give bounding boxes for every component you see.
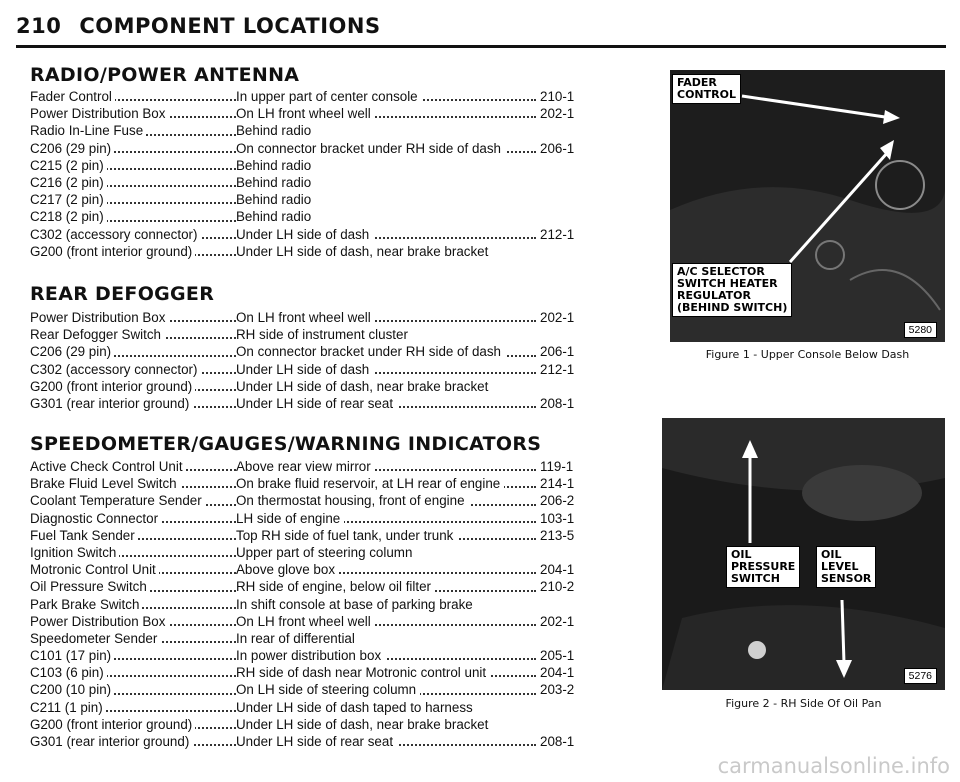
component-name: G200 (front interior ground) [30,244,195,259]
component-location: Behind radio [236,209,315,224]
component-location: Behind radio [236,192,315,207]
table-row [30,243,610,260]
component-name: Brake Fluid Level Switch [30,476,180,491]
table-row [30,458,610,475]
table-row [30,378,610,395]
table-row [30,326,610,343]
table-row [30,140,610,157]
component-name: Speedometer Sender [30,631,160,646]
section-title: SPEEDOMETER/GAUGES/WARNING INDICATORS [30,433,542,455]
figure-reference: 205-1 [540,648,575,664]
figure-2-caption: Figure 2 - RH Side Of Oil Pan [725,697,882,710]
component-name: C200 (10 pin) [30,682,114,697]
table-row [30,475,610,492]
section-rows [30,88,610,260]
component-name: C302 (accessory connector) [30,362,200,377]
figure-number: 5280 [904,322,937,338]
component-location: On connector bracket under RH side of dash [236,344,505,359]
component-name: C216 (2 pin) [30,175,107,190]
component-location: Under LH side of dash [236,362,373,377]
ac-selector-label: A/C SELECTOR SWITCH HEATER REGULATOR (BEHIND SWITCH) [672,263,792,317]
section-rear-defogger [30,283,610,412]
figure-reference: 214-1 [540,476,575,492]
table-row [30,105,610,122]
component-location: Top RH side of fuel tank, under trunk [236,528,457,543]
figure-reference: 202-1 [540,310,575,325]
component-location: RH side of dash near Motronic control unit [236,665,490,680]
table-row [30,699,610,716]
table-row [30,122,610,139]
figure-reference: 208-1 [540,395,575,411]
component-location: Under LH side of rear seat [236,734,397,749]
figure-reference: 202-1 [540,613,575,629]
figure-reference: 213-5 [540,527,575,543]
section-speedometer-gauges-warning [30,433,610,750]
table-row [30,208,610,225]
component-name: C218 (2 pin) [30,209,107,224]
figure-reference: 103-1 [540,510,575,526]
component-name: C103 (6 pin) [30,665,107,680]
component-location: Above glove box [236,562,339,577]
component-location: On brake fluid reservoir, at LH rear of engine [236,476,504,491]
component-name: G200 (front interior ground) [30,379,195,394]
component-name: Radio In-Line Fuse [30,123,146,138]
table-row [30,733,610,750]
component-location: RH side of instrument cluster [236,327,412,342]
oil-pressure-switch-label: OIL PRESSURE SWITCH [726,546,800,588]
figure-reference: 204-1 [540,562,575,578]
component-name: C215 (2 pin) [30,158,107,173]
component-location: Upper part of steering column [236,545,416,560]
table-row [30,157,610,174]
table-row [30,630,610,647]
component-location: In upper part of center console [236,89,422,104]
component-name: Oil Pressure Switch [30,579,150,594]
figure-reference: 210-2 [540,579,575,595]
section-title: REAR DEFOGGER [30,283,215,305]
page-number: 210 [16,14,62,38]
component-location: Above rear view mirror [236,459,375,474]
component-location: Under LH side of rear seat [236,396,397,411]
figure-2-photo [662,418,945,690]
component-location: LH side of engine [236,511,344,526]
figure-reference: 210-1 [540,89,575,104]
table-row [30,361,610,378]
component-name: C217 (2 pin) [30,192,107,207]
figure-reference: 206-1 [540,344,575,360]
figure-reference: 202-1 [540,106,575,122]
component-name: Power Distribution Box [30,310,168,325]
component-location: On LH side of steering column [236,682,420,697]
figure-reference: 204-1 [540,665,575,681]
figure-reference: 206-1 [540,140,575,156]
section-rows [30,309,610,412]
figure-1-photo [670,70,945,342]
component-name: Diagnostic Connector [30,511,161,526]
table-row [30,681,610,698]
section-rows [30,458,610,750]
table-row [30,88,610,105]
component-name: G301 (rear interior ground) [30,396,192,411]
component-name: Ignition Switch [30,545,119,560]
component-name: C211 (1 pin) [30,700,106,715]
figure-reference: 212-1 [540,226,575,242]
figure-reference: 203-2 [540,682,575,698]
fader-control-label: FADER CONTROL [672,74,741,104]
component-name: Rear Defogger Switch [30,327,164,342]
table-row [30,492,610,509]
table-row [30,596,610,613]
header-rule [16,45,946,48]
component-location: Under LH side of dash, near brake bracket [236,379,492,394]
section-radio-power-antenna [30,64,610,260]
table-row [30,664,610,681]
component-location: Behind radio [236,123,315,138]
table-row [30,191,610,208]
table-row [30,226,610,243]
component-location: On thermostat housing, front of engine [236,493,469,508]
figure-reference: 208-1 [540,734,575,749]
component-name: C206 (29 pin) [30,344,114,359]
component-name: C206 (29 pin) [30,141,114,156]
table-row [30,309,610,326]
table-row [30,613,610,630]
figure-1-caption: Figure 1 - Upper Console Below Dash [705,348,910,361]
table-row [30,343,610,360]
table-row [30,544,610,561]
component-name: Fuel Tank Sender [30,528,138,543]
watermark: carmanualsonline.info [717,754,950,778]
component-location: Behind radio [236,175,315,190]
component-name: G200 (front interior ground) [30,717,195,732]
table-row [30,395,610,412]
table-row [30,561,610,578]
component-name: Active Check Control Unit [30,459,186,474]
figure-reference: 206-2 [540,493,575,509]
figure-reference: 212-1 [540,361,575,377]
table-row [30,716,610,733]
component-name: Power Distribution Box [30,614,168,629]
component-name: Motronic Control Unit [30,562,159,577]
component-name: C302 (accessory connector) [30,227,200,242]
table-row [30,510,610,527]
component-name: G301 (rear interior ground) [30,734,192,749]
figure-number: 5276 [904,668,937,684]
component-location: On LH front wheel well [236,310,375,325]
component-location: Under LH side of dash taped to harness [236,700,477,715]
component-location: On connector bracket under RH side of dash [236,141,505,156]
component-name: Fader Control [30,89,115,104]
component-location: In power distribution box [236,648,385,663]
page-header [16,14,946,38]
figure-reference: 119-1 [540,459,574,474]
component-location: On LH front wheel well [236,106,375,121]
component-name: C101 (17 pin) [30,648,114,663]
component-name: Power Distribution Box [30,106,168,121]
page-title: COMPONENT LOCATIONS [79,14,381,38]
component-location: On LH front wheel well [236,614,375,629]
component-location: In shift console at base of parking brake [236,597,477,612]
table-row [30,174,610,191]
component-name: Coolant Temperature Sender [30,493,205,508]
component-name: Park Brake Switch [30,597,142,612]
component-location: Under LH side of dash, near brake bracket [236,717,492,732]
component-location: Behind radio [236,158,315,173]
component-location: Under LH side of dash, near brake bracket [236,244,492,259]
figure-2-illustration [662,418,945,690]
oil-level-sensor-label: OIL LEVEL SENSOR [816,546,876,588]
component-location: In rear of differential [236,631,359,646]
table-row [30,647,610,664]
table-row [30,578,610,595]
component-location: Under LH side of dash [236,227,373,242]
section-title: RADIO/POWER ANTENNA [30,64,300,86]
table-row [30,527,610,544]
component-location: RH side of engine, below oil filter [236,579,435,594]
